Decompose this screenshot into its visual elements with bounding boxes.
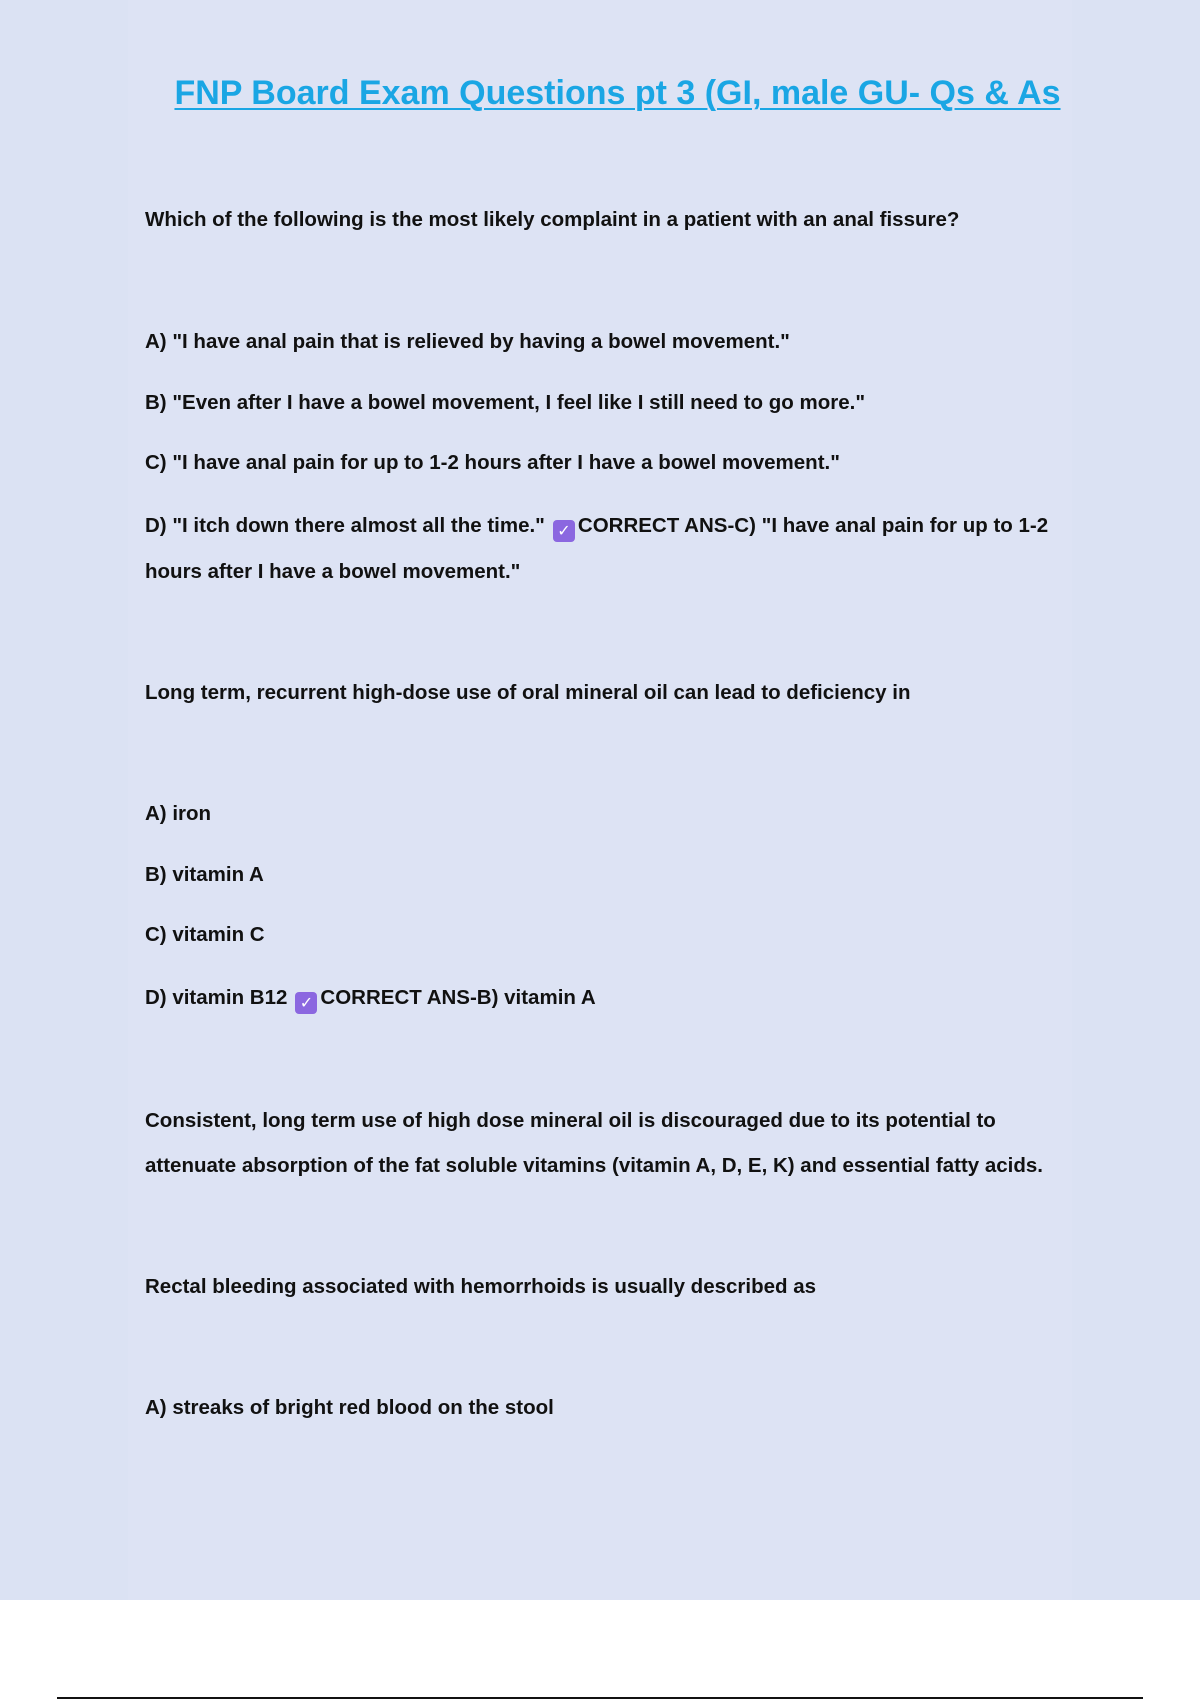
q2-option-b: B) vitamin A (145, 863, 264, 886)
q1-correct-answer: CORRECT ANS-C) "I have anal pain for up to 1-2 (577, 514, 1049, 537)
q1-option-d-row (145, 514, 1048, 542)
q2-option-d: D) vitamin B12 (145, 986, 288, 1009)
q2-explanation-line-2: attenuate absorption of the fat soluble vitamins (vitamin A, D, E, K) and essential fatty acids. (145, 1154, 1043, 1177)
q2-option-c: C) vitamin C (145, 923, 265, 946)
q2-correct-answer: CORRECT ANS-B) vitamin A (320, 986, 596, 1009)
q2-option-a: A) iron (145, 802, 212, 825)
q1-correct-answer-continued: hours after I have a bowel movement." (145, 560, 521, 583)
q1-question: Which of the following is the most likely complaint in a patient with an anal fissure? (145, 208, 960, 231)
footer-divider (57, 1697, 1143, 1699)
content-background-inner (128, 0, 1072, 1600)
q3-question: Rectal bleeding associated with hemorrhoids is usually described as (145, 1275, 817, 1298)
q1-option-d: D) "I itch down there almost all the time." (145, 514, 545, 537)
q1-option-a: A) "I have anal pain that is relieved by having a bowel movement." (145, 330, 790, 353)
q2-explanation-line-1: Consistent, long term use of high dose mineral oil is discouraged due to its potential to (145, 1109, 996, 1132)
q1-option-c: C) "I have anal pain for up to 1-2 hours after I have a bowel movement." (145, 451, 840, 474)
document-title: FNP Board Exam Questions pt 3 (GI, male GU- Qs & As (174, 74, 1061, 112)
checkbox-checked-icon: ✓ (295, 992, 317, 1014)
q2-option-d-row (145, 986, 596, 1014)
q3-option-a: A) streaks of bright red blood on the stool (145, 1396, 554, 1419)
checkbox-checked-icon: ✓ (553, 520, 575, 542)
q2-question: Long term, recurrent high-dose use of oral mineral oil can lead to deficiency in (145, 681, 911, 704)
q1-option-b: B) "Even after I have a bowel movement, I feel like I still need to go more." (145, 391, 866, 414)
